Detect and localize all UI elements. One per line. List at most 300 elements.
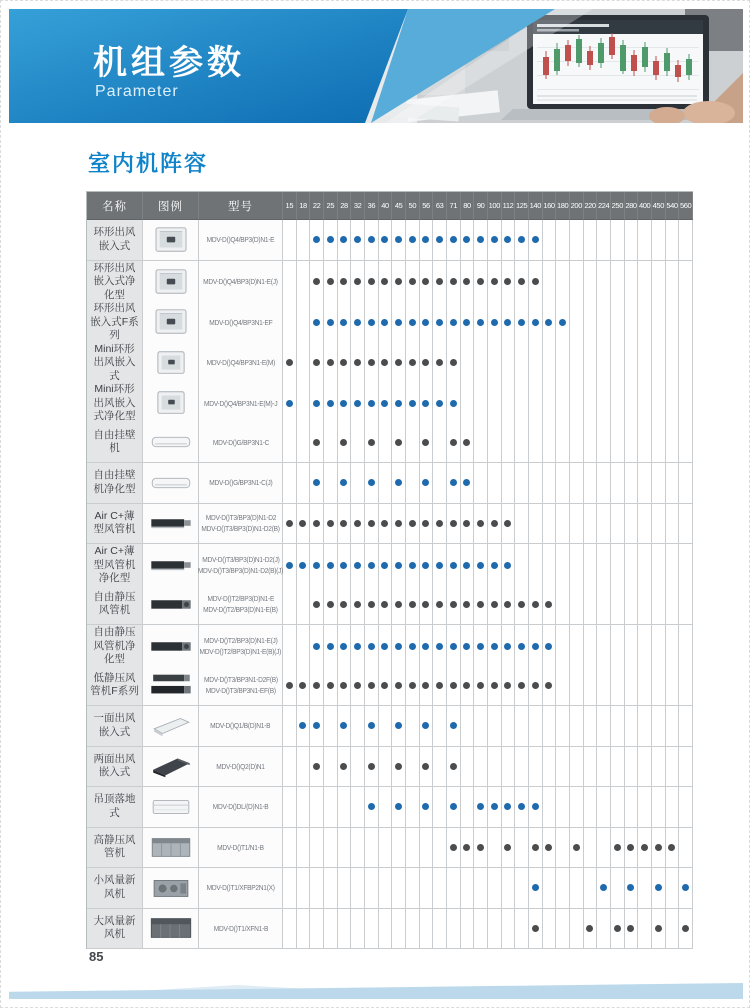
availability-dot xyxy=(354,359,361,366)
capacity-cell xyxy=(351,261,365,305)
availability-dot xyxy=(682,925,689,932)
capacity-cell xyxy=(297,301,311,345)
capacity-cell xyxy=(433,504,447,545)
availability-dot xyxy=(409,319,416,326)
unit-name: Air C+薄型风管机净化型 xyxy=(87,544,143,588)
capacity-cell xyxy=(570,463,584,504)
capacity-cell xyxy=(666,504,680,545)
column-header-capacity: 180 xyxy=(556,192,570,220)
unit-model xyxy=(199,625,283,669)
capacity-cell xyxy=(338,909,352,950)
capacity-cell xyxy=(297,787,311,828)
cassette-4way-icon xyxy=(143,261,199,305)
capacity-cell xyxy=(570,261,584,305)
column-header-capacity: 250 xyxy=(611,192,625,220)
availability-dot xyxy=(463,520,470,527)
availability-dot xyxy=(327,400,334,407)
capacity-cell xyxy=(488,787,502,828)
capacity-cell xyxy=(379,787,393,828)
availability-dot xyxy=(463,319,470,326)
capacity-cell xyxy=(679,909,693,950)
capacity-cell xyxy=(529,868,543,909)
model-text: MDV-D()Q4/BP3N1-E(M)-J xyxy=(203,398,278,408)
capacity-cell xyxy=(556,909,570,950)
availability-dot xyxy=(368,520,375,527)
capacity-cell xyxy=(652,666,666,707)
capacity-cell xyxy=(502,261,516,305)
capacity-cell xyxy=(679,868,693,909)
capacity-cell xyxy=(283,706,297,747)
capacity-cell xyxy=(679,666,693,707)
capacity-cell xyxy=(666,585,680,626)
capacity-cell xyxy=(433,747,447,788)
unit-name: 大风量新风机 xyxy=(87,909,143,950)
capacity-cell xyxy=(515,544,529,588)
capacity-cell xyxy=(365,909,379,950)
capacity-cell xyxy=(625,585,639,626)
availability-dot xyxy=(436,319,443,326)
capacity-cell xyxy=(297,828,311,869)
capacity-cell xyxy=(529,504,543,545)
availability-dot xyxy=(450,439,457,446)
model-text: MDV-D()T1/N1-B xyxy=(217,842,264,852)
capacity-cell xyxy=(597,220,611,261)
capacity-cell xyxy=(570,382,584,426)
availability-dot xyxy=(450,722,457,729)
availability-dot xyxy=(422,439,429,446)
capacity-cell xyxy=(488,382,502,426)
capacity-cell xyxy=(461,544,475,588)
column-header-capacity: 160 xyxy=(543,192,557,220)
capacity-cell xyxy=(625,747,639,788)
capacity-cell xyxy=(515,342,529,386)
capacity-cell xyxy=(379,828,393,869)
capacity-cell xyxy=(584,585,598,626)
capacity-cell xyxy=(638,382,652,426)
column-header-capacity: 80 xyxy=(461,192,475,220)
capacity-cell xyxy=(433,544,447,588)
capacity-cell xyxy=(310,463,324,504)
availability-dot xyxy=(436,682,443,689)
capacity-cell xyxy=(584,342,598,386)
capacity-cell xyxy=(433,625,447,669)
capacity-cell xyxy=(283,787,297,828)
unit-model xyxy=(199,301,283,345)
capacity-cell xyxy=(297,909,311,950)
capacity-cell xyxy=(488,342,502,386)
availability-dot xyxy=(313,400,320,407)
table-row xyxy=(87,706,693,747)
capacity-cell xyxy=(611,706,625,747)
unit-model xyxy=(199,787,283,828)
capacity-cell xyxy=(474,868,488,909)
capacity-cell xyxy=(474,261,488,305)
capacity-cell xyxy=(638,301,652,345)
capacity-cell xyxy=(611,828,625,869)
capacity-cell xyxy=(474,828,488,869)
capacity-cell xyxy=(379,868,393,909)
capacity-cell xyxy=(529,666,543,707)
capacity-cell xyxy=(570,504,584,545)
column-header-capacity: 220 xyxy=(584,192,598,220)
availability-dot xyxy=(504,319,511,326)
availability-dot xyxy=(340,400,347,407)
capacity-cell xyxy=(666,382,680,426)
capacity-cell xyxy=(543,585,557,626)
capacity-cell xyxy=(447,666,461,707)
availability-dot xyxy=(299,722,306,729)
capacity-cell xyxy=(447,423,461,464)
capacity-cell xyxy=(597,666,611,707)
capacity-cell xyxy=(597,585,611,626)
capacity-cell xyxy=(597,301,611,345)
availability-dot xyxy=(368,278,375,285)
capacity-cell xyxy=(324,423,338,464)
capacity-cell xyxy=(338,666,352,707)
capacity-cell xyxy=(666,868,680,909)
capacity-cell xyxy=(447,625,461,669)
capacity-cell xyxy=(666,544,680,588)
availability-dot xyxy=(409,400,416,407)
availability-dot xyxy=(313,278,320,285)
unit-name: 低静压风管机F系列 xyxy=(87,666,143,707)
capacity-cell xyxy=(365,828,379,869)
unit-name: 一面出风嵌入式 xyxy=(87,706,143,747)
availability-dot xyxy=(354,562,361,569)
capacity-cell xyxy=(625,382,639,426)
model-text: MDV-D()Q1/B(D)N1-B xyxy=(210,721,271,731)
capacity-cell xyxy=(679,463,693,504)
availability-dot xyxy=(504,278,511,285)
model-text: MDV-D()T3/BP3(D)N1-D2(J) xyxy=(201,555,280,565)
table-row xyxy=(87,868,693,909)
capacity-cell xyxy=(351,382,365,426)
capacity-cell xyxy=(515,868,529,909)
availability-dot xyxy=(327,236,334,243)
column-header-capacity: 140 xyxy=(529,192,543,220)
capacity-cell xyxy=(420,504,434,545)
capacity-cell xyxy=(502,909,516,950)
availability-dot xyxy=(436,520,443,527)
capacity-cell xyxy=(652,220,666,261)
capacity-cell xyxy=(638,909,652,950)
availability-dot xyxy=(381,520,388,527)
availability-dot xyxy=(450,682,457,689)
table-row xyxy=(87,585,693,626)
capacity-cell xyxy=(338,625,352,669)
capacity-cell xyxy=(543,220,557,261)
capacity-cell xyxy=(420,261,434,305)
availability-dot xyxy=(340,479,347,486)
capacity-cell xyxy=(529,463,543,504)
model-text: MDV-D()T3/BP3(D)N1-D2(B)(J) xyxy=(197,566,284,576)
wall-unit-icon xyxy=(143,463,199,504)
unit-model xyxy=(199,342,283,386)
capacity-cell xyxy=(406,585,420,626)
availability-dot xyxy=(655,844,662,851)
model-text: MDV-D()T1/XFBP2N1(X) xyxy=(206,883,275,893)
capacity-cell xyxy=(570,585,584,626)
availability-dot xyxy=(532,803,539,810)
capacity-cell xyxy=(652,423,666,464)
availability-dot xyxy=(395,803,402,810)
capacity-cell xyxy=(461,828,475,869)
capacity-cell xyxy=(584,261,598,305)
capacity-cell xyxy=(406,828,420,869)
capacity-cell xyxy=(297,261,311,305)
capacity-cell xyxy=(529,544,543,588)
availability-dot xyxy=(450,643,457,650)
capacity-cell xyxy=(556,463,570,504)
availability-dot xyxy=(354,319,361,326)
capacity-cell xyxy=(666,625,680,669)
availability-dot xyxy=(395,319,402,326)
capacity-cell xyxy=(310,423,324,464)
column-header-capacity: 112 xyxy=(502,192,516,220)
capacity-cell xyxy=(474,666,488,707)
availability-dot xyxy=(491,643,498,650)
availability-dot xyxy=(668,844,675,851)
capacity-cell xyxy=(556,261,570,305)
capacity-cell xyxy=(515,261,529,305)
availability-dot xyxy=(340,562,347,569)
availability-dot xyxy=(340,439,347,446)
capacity-cell xyxy=(379,504,393,545)
availability-dot xyxy=(395,643,402,650)
availability-dot xyxy=(409,520,416,527)
capacity-cell xyxy=(556,787,570,828)
availability-dot xyxy=(504,643,511,650)
capacity-cell xyxy=(488,463,502,504)
availability-dot xyxy=(627,925,634,932)
availability-dot xyxy=(340,722,347,729)
capacity-cell xyxy=(502,463,516,504)
capacity-cell xyxy=(597,787,611,828)
capacity-cell xyxy=(570,423,584,464)
availability-dot xyxy=(532,278,539,285)
capacity-cell xyxy=(365,625,379,669)
capacity-cell xyxy=(625,220,639,261)
capacity-cell xyxy=(488,868,502,909)
capacity-cell xyxy=(502,220,516,261)
capacity-cell xyxy=(365,261,379,305)
model-text: MDV-D()T3/BP3(D)N1-D2 xyxy=(205,513,276,522)
availability-dot xyxy=(368,803,375,810)
capacity-cell xyxy=(666,342,680,386)
capacity-cell xyxy=(338,706,352,747)
capacity-cell xyxy=(392,787,406,828)
availability-dot xyxy=(491,601,498,608)
model-text: MDV-D()Q4/BP3N1-EF xyxy=(208,317,273,327)
capacity-cell xyxy=(638,747,652,788)
capacity-cell xyxy=(447,463,461,504)
column-header-capacity: 25 xyxy=(324,192,338,220)
capacity-cell xyxy=(502,585,516,626)
capacity-cell xyxy=(584,625,598,669)
availability-dot xyxy=(313,319,320,326)
capacity-cell xyxy=(351,463,365,504)
availability-dot xyxy=(450,803,457,810)
capacity-cell xyxy=(406,747,420,788)
unit-model xyxy=(199,747,283,788)
capacity-cell xyxy=(488,909,502,950)
capacity-cell xyxy=(338,828,352,869)
availability-dot xyxy=(504,520,511,527)
ahu-duct-icon xyxy=(143,828,199,869)
availability-dot xyxy=(518,601,525,608)
duct-icon xyxy=(143,625,199,669)
capacity-cell xyxy=(666,463,680,504)
model-text: MDV-D()Q4/BP3(D)N1-E xyxy=(206,235,275,245)
availability-dot xyxy=(614,844,621,851)
capacity-cell xyxy=(584,220,598,261)
capacity-cell xyxy=(652,909,666,950)
capacity-cell xyxy=(474,504,488,545)
capacity-cell xyxy=(474,747,488,788)
capacity-cell xyxy=(406,909,420,950)
capacity-cell xyxy=(406,706,420,747)
cassette-mini-icon xyxy=(143,342,199,386)
capacity-cell xyxy=(392,220,406,261)
availability-dot xyxy=(381,278,388,285)
capacity-cell xyxy=(515,828,529,869)
availability-dot xyxy=(313,236,320,243)
availability-dot xyxy=(504,803,511,810)
capacity-cell xyxy=(324,625,338,669)
capacity-cell xyxy=(638,544,652,588)
unit-model xyxy=(199,868,283,909)
capacity-cell xyxy=(474,342,488,386)
availability-dot xyxy=(491,562,498,569)
capacity-cell xyxy=(488,585,502,626)
section-title: 室内机阵容 xyxy=(88,151,209,176)
capacity-cell xyxy=(543,382,557,426)
capacity-cell xyxy=(597,544,611,588)
availability-dot xyxy=(477,682,484,689)
capacity-cell xyxy=(488,747,502,788)
unit-name: 高静压风管机 xyxy=(87,828,143,869)
unit-model xyxy=(199,382,283,426)
capacity-cell xyxy=(447,544,461,588)
capacity-cell xyxy=(297,463,311,504)
capacity-cell xyxy=(447,220,461,261)
capacity-cell xyxy=(584,828,598,869)
capacity-cell xyxy=(406,463,420,504)
availability-dot xyxy=(313,439,320,446)
unit-name: 环形出风嵌入式 xyxy=(87,220,143,261)
capacity-cell xyxy=(543,463,557,504)
table-row xyxy=(87,261,693,302)
capacity-cell xyxy=(584,544,598,588)
availability-dot xyxy=(381,643,388,650)
capacity-cell xyxy=(666,706,680,747)
capacity-cell xyxy=(529,301,543,345)
indoor-unit-lineup-table xyxy=(86,191,693,949)
availability-dot xyxy=(518,319,525,326)
table-row xyxy=(87,504,693,545)
capacity-cell xyxy=(584,301,598,345)
model-text: MDV-D()DL/(D)N1-B xyxy=(212,802,269,812)
capacity-cell xyxy=(515,220,529,261)
availability-dot xyxy=(463,682,470,689)
availability-dot xyxy=(491,319,498,326)
capacity-cell xyxy=(502,504,516,545)
availability-dot xyxy=(354,520,361,527)
capacity-cell xyxy=(556,706,570,747)
availability-dot xyxy=(655,925,662,932)
capacity-cell xyxy=(570,342,584,386)
availability-dot xyxy=(450,520,457,527)
capacity-cell xyxy=(584,868,598,909)
capacity-cell xyxy=(597,382,611,426)
capacity-cell xyxy=(556,504,570,545)
availability-dot xyxy=(368,601,375,608)
unit-name: 自由挂壁机净化型 xyxy=(87,463,143,504)
capacity-cell xyxy=(297,220,311,261)
capacity-cell xyxy=(515,787,529,828)
capacity-cell xyxy=(379,706,393,747)
availability-dot xyxy=(313,722,320,729)
capacity-cell xyxy=(529,747,543,788)
column-header-capacity: 71 xyxy=(447,192,461,220)
capacity-cell xyxy=(283,423,297,464)
capacity-cell xyxy=(529,220,543,261)
unit-model xyxy=(199,828,283,869)
availability-dot xyxy=(532,643,539,650)
cassette-4way-icon xyxy=(143,220,199,261)
capacity-cell xyxy=(515,463,529,504)
availability-dot xyxy=(409,562,416,569)
capacity-cell xyxy=(570,706,584,747)
capacity-cell xyxy=(392,909,406,950)
capacity-cell xyxy=(556,868,570,909)
capacity-cell xyxy=(611,301,625,345)
capacity-cell xyxy=(474,463,488,504)
capacity-cell xyxy=(447,382,461,426)
capacity-cell xyxy=(433,261,447,305)
capacity-cell xyxy=(283,868,297,909)
availability-dot xyxy=(381,319,388,326)
availability-dot xyxy=(313,763,320,770)
availability-dot xyxy=(381,562,388,569)
capacity-cell xyxy=(324,828,338,869)
availability-dot xyxy=(299,562,306,569)
capacity-cell xyxy=(420,382,434,426)
capacity-cell xyxy=(652,544,666,588)
capacity-cell xyxy=(420,828,434,869)
capacity-cell xyxy=(365,706,379,747)
capacity-cell xyxy=(324,301,338,345)
availability-dot xyxy=(409,601,416,608)
slim-duct-icon xyxy=(143,504,199,545)
availability-dot xyxy=(463,562,470,569)
capacity-cell xyxy=(420,463,434,504)
capacity-cell xyxy=(679,787,693,828)
availability-dot xyxy=(450,400,457,407)
capacity-cell xyxy=(461,625,475,669)
capacity-cell xyxy=(392,828,406,869)
capacity-cell xyxy=(420,220,434,261)
capacity-cell xyxy=(406,868,420,909)
capacity-cell xyxy=(638,585,652,626)
capacity-cell xyxy=(515,666,529,707)
capacity-cell xyxy=(679,706,693,747)
unit-model xyxy=(199,909,283,950)
capacity-cell xyxy=(310,301,324,345)
capacity-cell xyxy=(488,301,502,345)
capacity-cell xyxy=(365,666,379,707)
capacity-cell xyxy=(611,585,625,626)
